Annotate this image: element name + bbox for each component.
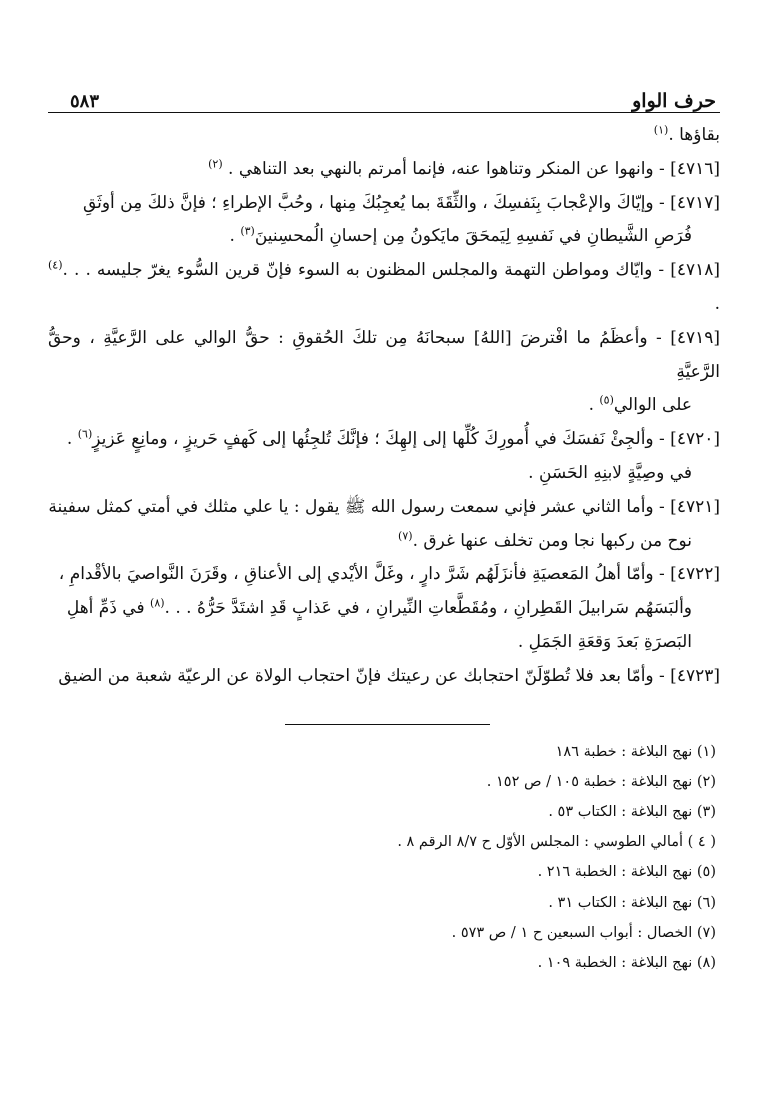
footnote: ( ٤ ) أمالي الطوسي : المجلس الأوّل ح ٨/٧ الرقم ٨ .	[397, 834, 716, 851]
entry-number: [٤٧١٦]	[664, 158, 720, 179]
footnote-ref: (٢)	[208, 157, 223, 171]
footnote: (٨) نهج البلاغة : الخطبة ١٠٩ .	[537, 954, 716, 971]
entry-continuation: بقاؤها .$^{(١)}$	[653, 123, 720, 145]
footnotes	[48, 737, 720, 979]
text-body	[48, 119, 720, 694]
footnote: (٥) نهج البلاغة : الخطبة ٢١٦ .	[537, 864, 716, 881]
page-number: ٥٨٣	[70, 91, 100, 112]
footnote-ref: (١)	[653, 123, 669, 137]
entry-4719: [٤٧١٩] - وأعظَمُ ما افْترضَ [اللهُ] سبحانَهُ مِن تلكَ الحُقوقِ : حقُّ الوالي على الرَّعيَّةِ ، وحقُّ الرَّعيَّةِ على الوالي$^{(٥)}$ .	[48, 327, 720, 416]
entry-4721: [٤٧٢١] - وأما الثاني عشر فإني سمعت رسول الله ﷺ يقول : يا علي مثلك في أمتي كمثل سفينة نوح من ركبها نجا ومن تخلف عنها غرق .$^{(٧)}$	[48, 496, 720, 551]
footnote: (١) نهج البلاغة : خطبة ١٨٦	[555, 743, 716, 760]
page-header	[48, 78, 720, 113]
entry-number: [٤٧٢٢]	[664, 564, 720, 585]
entry-number: [٤٧٢١]	[664, 496, 720, 517]
page	[48, 78, 720, 978]
chapter-title: حرف الواو	[632, 90, 716, 112]
footnote-ref: (٦)	[77, 427, 93, 441]
entry-4722: [٤٧٢٢] - وأمّا أهلُ المَعصيَةِ فأنزَلَهُم شَرَّ دارٍ ، وغَلَّ الأيْدي إلى الأعناقِ ، وقَرَنَ النَّواصيَ بالأقْدامِ ، وألبَسَهُم سَرابيلَ القَطِرانِ ، ومُقَطَّعاتِ النِّيرانِ ، في عَذابٍ قَدِ اشتَدَّ حَرُّهُ . . .$^{(٨)}$ في ذَمِّ أهلِ البَصرَةِ بَعدَ وَقعَةِ الجَمَلِ .	[58, 564, 720, 652]
entry-number: [٤٧١٨]	[664, 260, 720, 281]
footnote-ref: (٨)	[150, 596, 165, 610]
footnote: (٣) نهج البلاغة : الكتاب ٥٣ .	[548, 803, 716, 820]
entry-number: [٤٧١٧]	[664, 192, 720, 213]
footnote-ref: (٣)	[240, 224, 255, 238]
entry-number: [٤٧١٩]	[661, 327, 720, 348]
footnote-divider	[285, 724, 490, 725]
entry-4723: [٤٧٢٣] - وأمّا بعد فلا تُطوّلَنّ احتجابك عن رعيتك فإنّ احتجاب الولاة عن الرعيّة شعبة من الضيق	[58, 665, 720, 686]
entry-number: [٤٧٢٣]	[664, 665, 720, 686]
footnote: (٢) نهج البلاغة : خطبة ١٠٥ / ص ١٥٢ .	[486, 773, 716, 790]
footnote: (٧) الخصال : أبواب السبعين ح ١ / ص ٥٧٣ .	[451, 924, 716, 941]
footnote: (٦) نهج البلاغة : الكتاب ٣١ .	[548, 894, 716, 911]
footnote-ref: (٥)	[599, 393, 614, 407]
entry-4717: [٤٧١٧] - وإيّاكَ والإعْجابَ بِنَفسِكَ ، والثِّقَةَ بما يُعجِبُكَ مِنها ، وحُبَّ الإطراءِ ؛ فإنَّ ذلكَ مِن أوثَقِ فُرَصِ الشَّيطانِ في نَفسِهِ لِيَمحَقَ مايَكونُ مِن إحسانِ الُمحسِنينَ$^{(٣)}$ .	[82, 192, 720, 247]
footnote-ref: (٧)	[398, 528, 413, 542]
entry-4718: [٤٧١٨] - وايّاك ومواطن التهمة والمجلس المظنون به السوء فإنّ قرين السُّوء يغرّ جليسه . . .$^{(٤)}$ .	[48, 258, 720, 314]
entry-4716: [٤٧١٦] - وانهوا عن المنكر وتناهوا عنه، فإنما أمرتم بالنهي بعد التناهي . $^{(٢)}$	[208, 157, 720, 179]
entry-4720: [٤٧٢٠] - وألجِئْ نَفسَكَ في أُمورِكَ كُلِّها إلى إلهِكَ ؛ فإنَّكَ تُلجِئُها إلى كَهفٍ حَريزٍ ، ومانِعٍ عَزيزٍ$^{(٦)}$ . في وصِيَّةٍ لابنِهِ الحَسَنِ .	[66, 427, 720, 483]
footnote-ref: (٤)	[48, 258, 63, 272]
entry-number: [٤٧٢٠]	[664, 429, 720, 450]
